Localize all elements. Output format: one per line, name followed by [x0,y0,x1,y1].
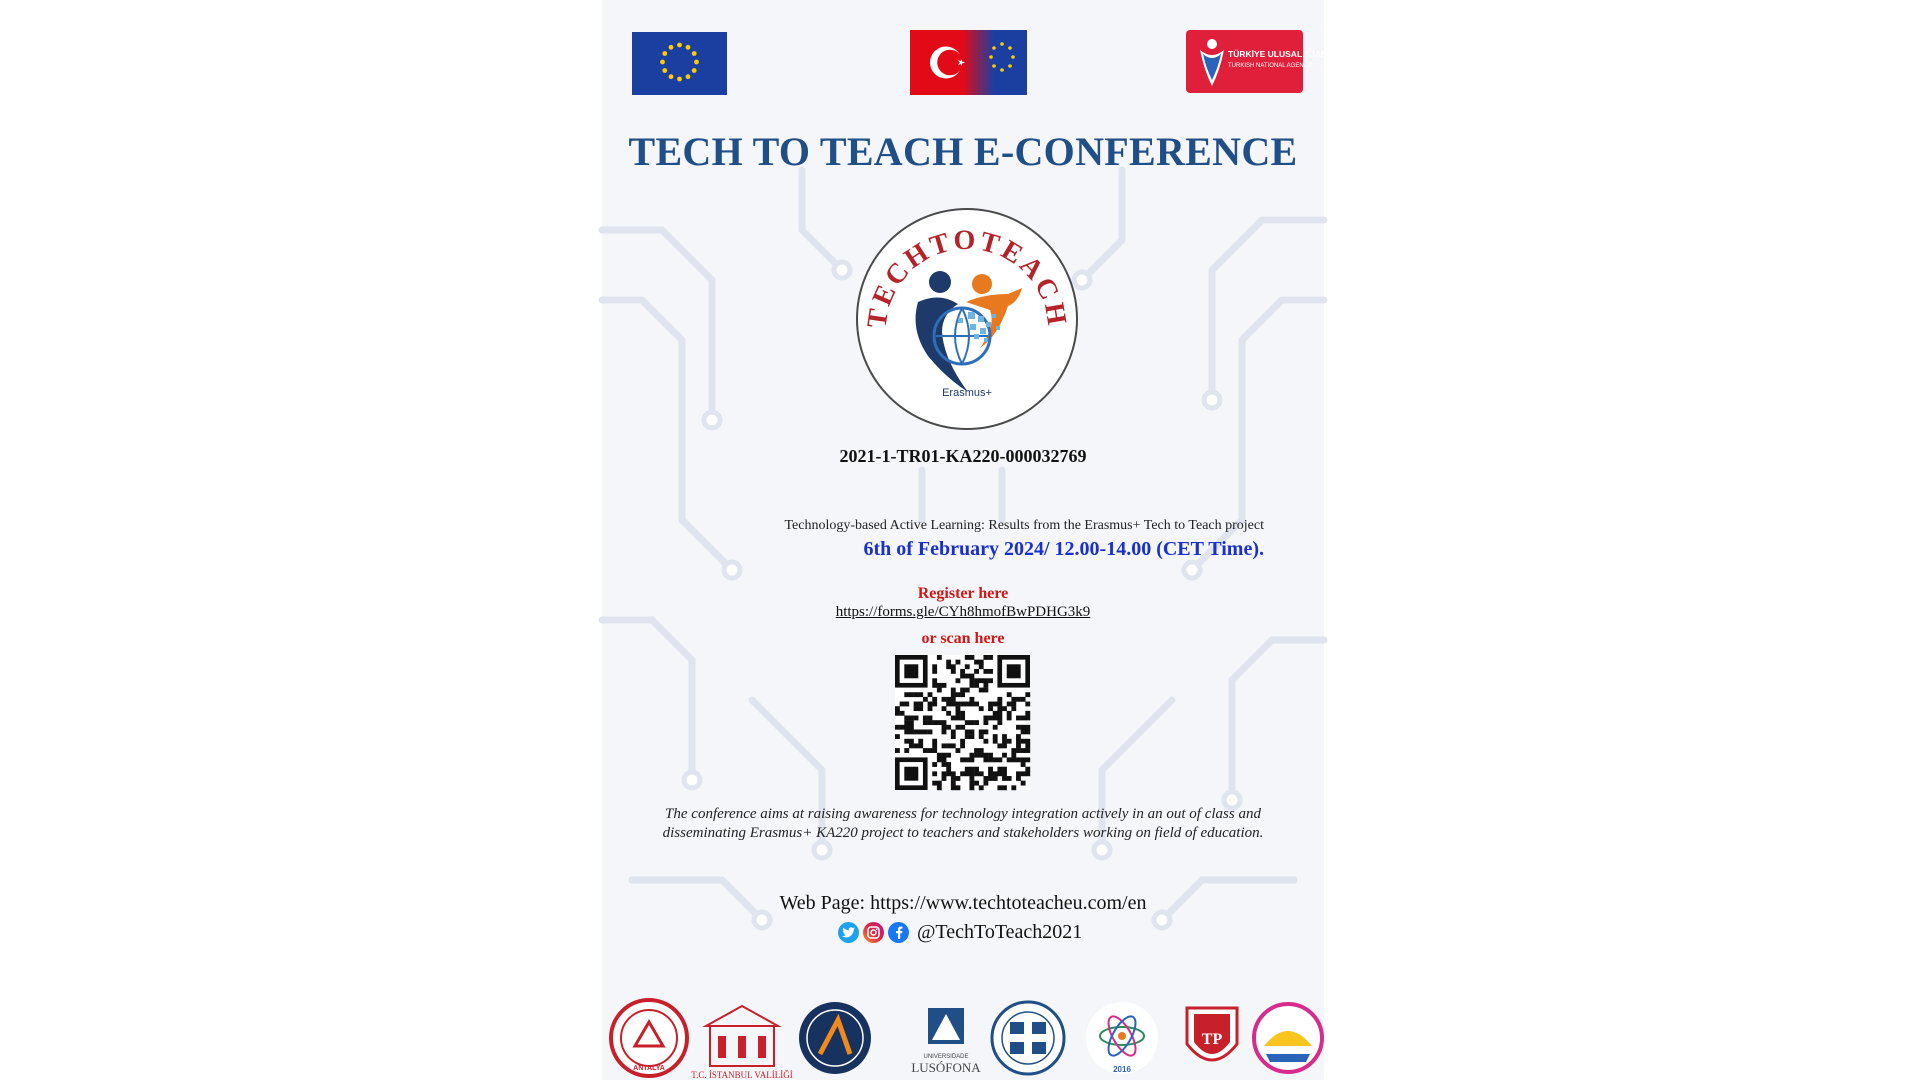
conference-date: 6th of February 2024/ 12.00-14.00 (CET Time). [863,538,1264,560]
twitter-icon[interactable] [838,922,859,943]
turkey-eu-flag [910,30,1027,95]
qr-finder-pattern [895,757,928,790]
partner-logos [602,996,1324,1080]
register-link[interactable]: https://forms.gle/CYh8hmofBwPDHG3k9 [835,604,1091,620]
year-2016-label: 2016 [1113,1065,1131,1074]
conference-poster [602,0,1336,1080]
eu-flag [632,32,727,95]
logo-arc-text: TECHTOTEACH [861,224,1073,331]
qr-finder-pattern [997,655,1030,688]
turkish-national-agency-logo [1186,30,1336,93]
lusofona-university-logo [911,1008,981,1075]
project-number: 2021-1-TR01-KA220-000032769 [839,446,1087,466]
school-shield-logo [1187,1008,1237,1060]
svg-text:TP: TP [1201,1031,1223,1048]
conference-subtitle: Technology-based Active Learning: Results from the Erasmus+ Tech to Teach project [784,518,1264,533]
blue-figure-head [929,271,951,293]
logo-caption: Erasmus+ [942,387,992,399]
social-row [838,920,1082,944]
tech-to-teach-logo [856,208,1078,430]
scan-label: or scan here [921,630,1005,647]
istanbul-governorship-logo [691,1006,792,1080]
instagram-icon[interactable] [863,922,884,943]
lusofona-top-label: UNIVERSIDADE [923,1054,969,1060]
kindergarten-logo [1254,1004,1322,1072]
social-handle[interactable]: @TechToTeach2021 [917,920,1083,943]
akdeniz-university-logo [799,1002,871,1074]
qr-code[interactable] [895,655,1030,790]
facebook-icon[interactable] [888,922,909,943]
ua-line-2: TURKISH NATIONAL AGENCY [1228,63,1313,69]
qr-finder-pattern [895,655,928,688]
science-high-school-logo [1086,1002,1158,1074]
greek-partner-logo [992,1002,1064,1074]
antalya-label: ANTALYA [633,1065,665,1072]
conference-description: The conference aims at raising awareness for technology integration actively in an out of class and disseminating Erasmus+ KA220 project to teachers and stakeholders working on field of education. [662,806,1264,841]
orange-figure-head [972,274,992,294]
conference-title: TECH TO TEACH E-CONFERENCE [628,129,1298,174]
register-label: Register here [917,585,1009,602]
svg-text:TECHTOTEACH [862,225,1073,330]
lusofona-label: LUSÓFONA [911,1060,981,1075]
antalya-education-logo [611,1000,687,1076]
ua-line-1: TÜRKİYE ULUSAL AJANSI [1228,49,1336,59]
web-page-line[interactable]: Web Page: https://www.techtoteacheu.com/en [779,892,1147,914]
istanbul-label: T.C. İSTANBUL VALİLİĞİ [691,1070,793,1080]
